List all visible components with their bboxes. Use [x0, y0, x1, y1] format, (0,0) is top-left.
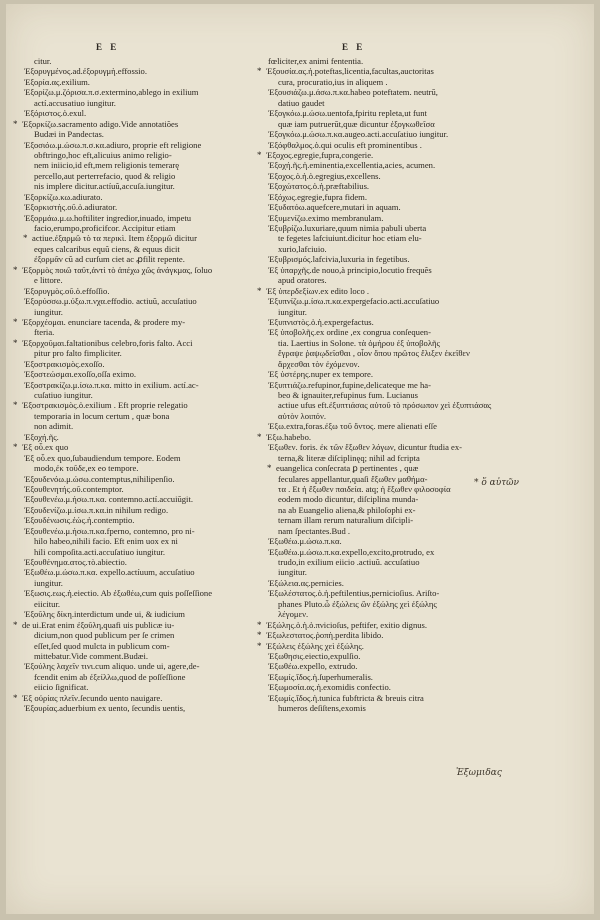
line-text: nem iniicio,id eft,mem religionis temerarę [34, 160, 180, 171]
text-line [268, 411, 508, 421]
text-line [24, 390, 286, 400]
text-line [24, 87, 286, 97]
line-text: Ἐξορχέομαι. enunciare tacenda, & prodere my- [22, 316, 186, 327]
line-text: λέγομεν. [278, 609, 309, 620]
text-line [24, 557, 286, 567]
line-text: τα . Et ἡ ἔξωθεν παιδεία. atq; ἡ ἔξωθεν φιλοσοφία [278, 483, 451, 494]
text-line [268, 98, 508, 108]
asterisk-mark: * [23, 233, 28, 244]
text-line [268, 140, 508, 150]
asterisk-mark: * [257, 285, 262, 296]
text-line [24, 567, 286, 577]
text-line [268, 421, 508, 431]
text-line [24, 233, 286, 243]
text-line [13, 400, 286, 411]
text-line [24, 609, 286, 619]
line-text: Ἐξυβρίζω.luxuriare,quum nimia pabuli uberta [268, 223, 427, 233]
line-text: Ἐξόφθαλμος.ὁ.qui oculis eft prominentibus . [268, 139, 422, 150]
text-line [13, 692, 286, 703]
line-text: actí.accusatiuo iungitur. [34, 97, 116, 108]
line-text: Ἐξωθέω.μ.ώσω.π.κα. [268, 536, 342, 547]
line-text: Ἐξυπνίζω.μ.ίσω.π.κα.expergefacio.acti.accuſatiuo [268, 296, 440, 307]
line-text: actiue ufus eft.ἐξυπτιάσας αὐτοῦ τὸ πρόσωπον χεὶ ἐξυπτιάσας [278, 400, 492, 411]
line-text: Ἐξωθέω.expello, extrudo. [268, 661, 358, 672]
line-text: ἄρχεσθαι τὸν ἐχόμενον. [278, 358, 360, 369]
text-line [257, 431, 508, 442]
line-text: hili compoſita.acti.accuſatiuo iungitur. [34, 546, 166, 557]
line-text: actiue.ἐξαρμῶ τὸ τα περικὶ. Item ἐξορμῶ dicitur [32, 233, 197, 244]
line-text: xurio,lafciuio. [278, 243, 327, 254]
line-text: Ἐξωμοσία.ας.ἡ.exomidis confectio. [268, 682, 391, 693]
line-text: Ἐξουρίας.aduerbium ex uento, ſecundis uentis, [24, 703, 186, 714]
text-line [24, 108, 286, 118]
text-line [24, 536, 286, 546]
text-line [268, 494, 508, 504]
text-line [24, 453, 286, 463]
folio-right: E E [342, 42, 366, 52]
line-text: Ἐξωλεστατος.ῥοπὴ.perdita libido. [266, 630, 384, 641]
asterisk-mark: * [257, 431, 262, 442]
line-text: ἐξορμᾶν cũ ad curſum ciet ac ꝓfilit repente. [34, 254, 185, 265]
text-line [268, 651, 508, 661]
line-text: fœliciter,ex animi fententia. [268, 56, 364, 66]
line-text: hilo habeo,nihili facio. Eft enim uox ex ni [34, 536, 178, 547]
line-text: e littore. [34, 275, 63, 286]
line-text: Ἐξορχοῦμαι.faltationibus celebro,foris falto. Acci [22, 337, 193, 348]
text-line [13, 118, 286, 129]
catchword: Ἐξωμιδας [456, 768, 502, 778]
line-text: Ἐξοστεώσμαι.exoſſo,oſſa eximo. [24, 369, 137, 380]
text-line [24, 77, 286, 87]
line-text: Ἐξώλεια.ας.pernicies. [268, 577, 344, 588]
text-line [24, 129, 286, 139]
text-line [268, 400, 508, 410]
text-line [24, 181, 286, 191]
line-text: Ἐξογκόω.μ.ώσω.π.κα.augeo.acti.accuſatiuo iungitur. [268, 129, 449, 140]
line-text: phanes Plutο.ὦ ἐξώλεις ὢν ἐξώλης χεὶ ἐξώλης [278, 598, 437, 609]
text-line [24, 66, 286, 76]
text-line [268, 609, 508, 619]
text-line [24, 296, 286, 306]
line-text: Ἐξωθησις.eiectio,expulſio. [268, 650, 361, 661]
line-text: Ἐξουθενητής.οῦ.contemptor. [24, 483, 124, 494]
text-line [24, 286, 286, 296]
text-line [268, 672, 508, 682]
line-text: Ἐξορύσσω.μ.ύξω.π.νχα.effodio. actiuũ, accuſatiuo [24, 296, 197, 307]
line-text: Ἐξυδατόω.aquefcere,mutari in aquam. [268, 202, 401, 213]
text-line [24, 505, 286, 515]
line-text: Ἐξούλης λαχεῖν τινι.cum aliquo. unde ui, agere,de- [24, 661, 200, 672]
line-text: ternam illam rerum naturalium diſcipli- [278, 515, 414, 526]
text-line [24, 150, 286, 160]
line-text: Ἐξωλέστατος.ὁ.ἡ.peftilentius,pernicioſius. Ariſto- [268, 588, 440, 599]
asterisk-mark: * [13, 337, 18, 348]
text-line [257, 66, 508, 77]
line-text: Ἐξυμενίζω.eximo membranulam. [268, 212, 384, 223]
line-text: obftringo,hoc eft,alicuius animo religio- [34, 149, 172, 160]
line-text: facio,erumpo,proficifcor. Accipitur etiam [34, 223, 176, 233]
text-line [268, 536, 508, 546]
text-line [268, 453, 508, 463]
line-text: trudo,in exilium eiicio .actiuũ. accuſatiuo [278, 557, 420, 567]
line-text: eſſet,ſed quod mulcta in publicum com- [34, 640, 170, 651]
line-text: Ἐξωθέω.μ.ώσω.π.κα.expello,excito,protrudo, ex [268, 546, 435, 557]
line-text: Ἐξορκίζω.κω.adiurato. [24, 191, 103, 202]
text-line [268, 661, 508, 671]
text-line [24, 484, 286, 494]
text-line [268, 693, 508, 703]
text-line [268, 463, 508, 473]
text-line [257, 630, 508, 641]
line-text: Ἐξόριστος.ὁ.exul. [24, 108, 87, 119]
text-line [24, 432, 286, 442]
line-text: iungitur. [34, 306, 63, 317]
text-line [13, 337, 286, 348]
line-text: Ἐξοσιόω.μ.ώσω.π.σ.κα.adiuro, proprie eft religione [24, 139, 202, 150]
line-text: Ἐξογκόω.μ.ώσω.uentofa,fpiritu repleta,ut funt [268, 108, 427, 119]
text-line [268, 171, 508, 181]
line-text: nam ſpectantes.Bud . [278, 525, 351, 536]
text-line [24, 599, 286, 609]
asterisk-mark: * [13, 400, 18, 411]
line-text: Ἐξορκίζω.sacramento adigo.Vide annotatiões [22, 118, 179, 129]
text-line [268, 160, 508, 170]
line-text: Ἐξ ὑπερδεξίων.ex edito loco . [266, 285, 370, 296]
text-line [268, 547, 508, 557]
text-line [268, 557, 508, 567]
line-text: Ἐξωθέω.μ.ώσω.π.κα. expello.actíuum, accuſatiuo [24, 567, 195, 578]
line-text: de ui.Erat enim ἐξοῦλη,quafi uis publicæ iu- [22, 619, 175, 630]
text-line [268, 265, 508, 275]
text-line [13, 619, 286, 630]
asterisk-mark: * [13, 316, 18, 327]
line-text: Ἐξυπνιστὸς.ὁ.ἡ.expergefactus. [268, 316, 374, 327]
line-text: beo & ignauiter,refupinus fum. Lucianus [278, 390, 418, 400]
asterisk-mark: * [257, 66, 262, 77]
line-text: Ἐξ ὑποβολῆς.ex ordine ,ex congrua conſequen- [268, 327, 431, 338]
text-line [268, 484, 508, 494]
asterisk-mark: * [13, 442, 18, 453]
text-line [268, 703, 508, 713]
asterisk-mark: * [13, 692, 18, 703]
text-line [24, 641, 286, 651]
line-text: Ἐξόχως.egregie,fupra fidem. [268, 191, 367, 202]
line-text: Ἐξουθένημα.ατος.τὸ.abiectio. [24, 557, 127, 567]
text-line [24, 421, 286, 431]
line-text: terna,& literæ diſciplinęq; nihil ad fcripta [278, 452, 420, 463]
text-line [268, 223, 508, 233]
asterisk-mark: * [257, 630, 262, 641]
text-line [24, 307, 286, 317]
folio-left: E E [96, 42, 120, 52]
line-text: Ἐξορμὸς ποιῶ ταῦτ,ἀντὶ τὸ ἀπέχω χῶς ἀνάγκμας, ſoluo [22, 264, 213, 275]
line-text: Ἐξω.habebo. [266, 431, 312, 442]
text-line [13, 442, 286, 453]
text-line [268, 119, 508, 129]
text-line [24, 254, 286, 264]
line-text: fcendit enim ab ἐξείλλω,quod de poſſeſſione [34, 671, 186, 682]
line-text: datiuo gaudet [278, 97, 325, 108]
line-text: modo,ἐκ τοῦδε,ex eo tempore. [34, 463, 139, 474]
text-line [24, 474, 286, 484]
line-text: te fegetes lafciuiunt.dicitur hoc etiam elu- [278, 233, 422, 244]
text-line [268, 505, 508, 515]
line-text: Ἐξορία.ας.exilium. [24, 76, 90, 87]
text-line [24, 526, 286, 536]
line-text: Ἐξοχή.ῆς. [24, 431, 59, 442]
text-line [13, 264, 286, 275]
line-text: quæ iam putruerūt,quæ dicuntur ἐξογκωθεῖσα [278, 118, 435, 129]
text-line [24, 192, 286, 202]
book-page [6, 4, 594, 914]
line-text: Ἐξουσία.ας.ἡ.poteftas,licentia,facultas,auctoritas [266, 66, 434, 77]
text-line [268, 87, 508, 97]
text-line [268, 181, 508, 191]
text-line [268, 108, 508, 118]
text-line [268, 578, 508, 588]
line-text: αὐτὸν λοιπόν. [278, 410, 326, 421]
line-text: Ἐξ ὑπαρχῆς.de nouo,à principio,locutio frequẽs [268, 264, 432, 275]
text-line [268, 359, 508, 369]
text-line [24, 140, 286, 150]
text-line [268, 307, 508, 317]
line-text: mittebatur.Vide comment.Budæi. [34, 650, 149, 661]
line-text: Ἐξοστρακισμὸς.exoſſo. [24, 358, 105, 369]
line-text: Ἐξοχος.ὁ.ἡ.ὁ.egregius,excellens. [268, 170, 381, 181]
asterisk-mark: * [13, 264, 18, 275]
text-line [268, 515, 508, 525]
text-line [24, 661, 286, 671]
line-text: Ἐξω.extra,foras.ἐξω τοῦ ὄντος. mere alienati eſſe [268, 421, 437, 432]
text-line [268, 380, 508, 390]
text-line [268, 327, 508, 337]
text-line [268, 442, 508, 452]
text-line [268, 369, 508, 379]
text-line [268, 588, 508, 598]
line-text: iungitur. [34, 577, 63, 588]
asterisk-mark: * [13, 619, 18, 630]
line-text: fteria. [34, 327, 55, 338]
line-text: Budæi in Pandectas. [34, 129, 104, 140]
line-text: Ἐξορμάω.μ.ω.hoftiliter ingredior,inuado, impetu [24, 212, 192, 223]
line-text: citur. [34, 56, 52, 66]
text-line [268, 567, 508, 577]
text-line [24, 578, 286, 588]
text-line [268, 599, 508, 609]
text-line [24, 411, 286, 421]
right-column [257, 56, 508, 714]
text-line [268, 56, 508, 66]
text-line [257, 149, 508, 160]
text-line [24, 703, 286, 713]
text-line [268, 244, 508, 254]
line-text: Ἐξορυγμένος.ad.ἐξορυγμὴ.effossio. [24, 66, 147, 77]
text-line [268, 390, 508, 400]
text-line [24, 651, 286, 661]
line-text: eodem modo dicuntur, diſciplina munda- [278, 494, 419, 505]
line-text: non adimit. [34, 421, 74, 432]
line-text: Ἐξοχος.egregie,fupra,congerie. [266, 149, 374, 160]
line-text: Ἐξοστρακισμὸς.ὁ.exilium . Eft proprie relegatio [22, 400, 188, 411]
text-line [24, 588, 286, 598]
line-text: Ἐξυβρισμός.lafcivia,luxuria in fegetibus. [268, 254, 410, 265]
text-line [268, 254, 508, 264]
text-line [268, 338, 508, 348]
asterisk-mark: * [13, 118, 18, 129]
line-text: Ἐξ οὗ.ex quo,ſubaudiendum tempore. Eodem [24, 452, 181, 463]
text-line [24, 275, 286, 285]
text-line [24, 463, 286, 473]
line-text: Ἐξορίζω.μ.ζόρισα.π.σ.exterminο,ablego in exilium [24, 87, 199, 98]
marginal-note: * ὅ αὐτῶν [474, 478, 519, 488]
text-line [24, 494, 286, 504]
line-text: Ἐξ ὑστέρης.nuper ex tempore. [268, 369, 373, 380]
line-text: Ἐξυπτιάζω.refupinor,fupine,delicateque me ha- [268, 379, 431, 390]
line-text: iungitur. [278, 306, 307, 317]
text-line [268, 526, 508, 536]
text-line [24, 327, 286, 337]
text-line [268, 682, 508, 692]
line-text: feculares appellantur,quaſi ἔξωθεν μαθήμα- [278, 473, 428, 484]
line-text: pitur pro falto fimpliciter. [34, 348, 122, 359]
text-line [24, 547, 286, 557]
text-line [24, 359, 286, 369]
asterisk-mark: * [267, 463, 272, 474]
text-line [268, 474, 508, 484]
line-text: Ἐξοχή.ῆς.ἡ.eminentia,excellentia,acies, acumen. [268, 160, 436, 171]
text-line [24, 380, 286, 390]
line-text: Ἐξουδενίζω.μ.ίσω.π.κα.in nihilum redigo. [24, 504, 169, 515]
text-line [24, 202, 286, 212]
text-line [24, 56, 286, 66]
line-text: euangelica conſecrata ꝑ pertinentes , quæ [276, 463, 419, 474]
text-line [257, 285, 508, 296]
text-line [13, 316, 286, 327]
text-line [24, 682, 286, 692]
line-text: Ἐξωσις.εως.ἡ.eiectio. Ab ἐξωθέω,cum quis poſſeſſione [24, 588, 213, 599]
text-line [268, 213, 508, 223]
line-text: humeros deſiſtens,exomis [278, 703, 366, 714]
line-text: Ἐξοχώτατος.ὁ.ἡ.præftabilius. [268, 181, 370, 192]
line-text: apud oratores. [278, 275, 327, 286]
text-line [257, 640, 508, 651]
text-line [268, 348, 508, 358]
text-line [268, 275, 508, 285]
text-line [268, 192, 508, 202]
text-line [24, 160, 286, 170]
line-text: Ἐξουδένωσις.ἐώς.ἡ.contemptio. [24, 515, 135, 526]
text-line [24, 171, 286, 181]
text-line [24, 515, 286, 525]
text-line [268, 317, 508, 327]
text-line [268, 296, 508, 306]
text-line [24, 244, 286, 254]
line-text: na ab Euangelio aliena,& philoſophi ex- [278, 504, 416, 515]
line-text: dicium,non quod publicum per ſe crimen [34, 630, 175, 641]
line-text: Ἐξουσιάζω.μ.άσω.π.κα.habeo poteftatem. neutrū, [268, 87, 438, 98]
line-text: Ἐξωθεν. foris. ἐκ τῶν ἔξωθεν λόγων, dicuntur ftudia ex- [268, 442, 463, 453]
line-text: Ἐξώλεις ἐξώλης χεὶ ἐξώλης. [266, 640, 364, 651]
text-line [257, 619, 508, 630]
asterisk-mark: * [257, 149, 262, 160]
left-column [13, 56, 286, 714]
text-line [24, 348, 286, 358]
line-text: Ἐξωμίς.ἴδος.ἡ.ſuperhumeralis. [268, 671, 373, 682]
line-text: Ἐξοστρακίζω.μ.ίσω.π.κα. mitto in exilium. actí.ac- [24, 379, 199, 390]
line-text: iungitur. [278, 567, 307, 578]
text-line [24, 223, 286, 233]
line-text: Ἐξ οὐρίας πλεῖν.ſecundo uento nauigare. [22, 692, 163, 703]
text-line [268, 233, 508, 243]
line-text: ἔγραψε ῥαψῳδεῖσθαι , οἷον ὅπου πρῶτος ἔλιξεν ἐκεῖθεν [278, 348, 470, 359]
line-text: temporaria in locum certum , quæ bona [34, 410, 170, 421]
line-text: eiicio ſignificat. [34, 682, 89, 693]
text-line [24, 369, 286, 379]
line-text: Ἐξώλης.ὁ.ἡ.ὁ.πνicioſus, peftifer, exitio dignus. [266, 619, 428, 630]
line-text: percello,aut perterrefacio, quod & religio [34, 170, 176, 181]
line-text: Ἐξ οὗ.ex quo [22, 442, 69, 453]
asterisk-mark: * [257, 619, 262, 630]
line-text: Ἐξορυγμὸς.οῦ.ὁ.effoſſio. [24, 285, 110, 296]
line-text: Ἐξοῦλης δίκη.interdictum unde ui, & iudicium [24, 609, 185, 620]
line-text: Ἐξουδενόω.μ.ώσω.contemptus,nihilipenſio. [24, 473, 175, 484]
line-text: eques calcaribus equũ ciens, & equus dicit [34, 243, 180, 254]
line-text: cura, procuratio,ius in aliquem . [278, 76, 388, 87]
text-line [24, 213, 286, 223]
line-text: tia. Laertius in Solone. τὰ ὁμήρου ἐξ ὑποβολῆς [278, 337, 440, 348]
line-text: eiicitur. [34, 598, 61, 609]
line-text: nis implere dicitur.actíuũ,accuſa.iungitur. [34, 181, 175, 192]
line-text: Ἐξορκιστὴς.οῦ.ὁ.adiurator. [24, 202, 118, 213]
line-text: Ἐξουθενέω.μ.ήσω.π.κα.fperno, contemno, pro ni- [24, 525, 195, 536]
line-text: cuſatiuo iungitur. [34, 390, 93, 400]
text-line [24, 672, 286, 682]
asterisk-mark: * [257, 640, 262, 651]
text-line [268, 129, 508, 139]
line-text: Ἐξουθενέω.μ.ήσω.π.κα. contemno.actí.accuiūgit. [24, 494, 193, 505]
line-text: Ἐξωμίς.ἴδος.ἡ.tunica fubftricta & breuis citra [268, 692, 424, 703]
text-line [268, 202, 508, 212]
text-line [24, 630, 286, 640]
text-line [268, 77, 508, 87]
text-line [24, 98, 286, 108]
